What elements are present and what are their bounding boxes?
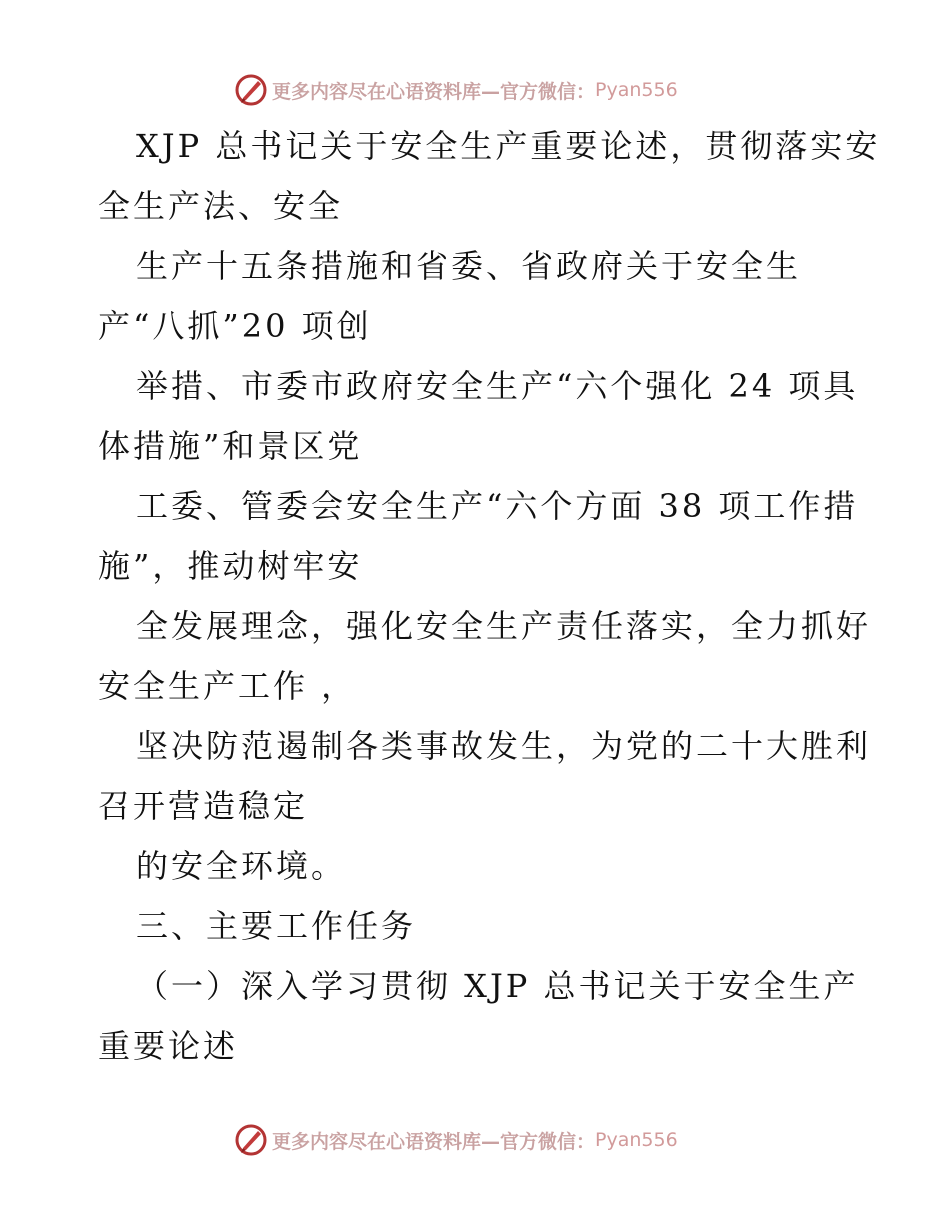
text-line: 重要论述 [98,1027,239,1065]
text-line: 工委、管委会安全生产“六个方面 38 项工作措 [136,487,859,525]
text-line: 全生产法、安全 [98,187,344,225]
text-line: 施”，推动树牢安 [98,547,363,585]
text-line: 坚决防范遏制各类事故发生，为党的二十大胜利 [136,727,872,765]
watermark-contact: Pyan556 [595,1129,678,1151]
watermark-text: 更多内容尽在心语资料库—官方微信： [272,1130,596,1153]
text-line: 全发展理念，强化安全生产责任落实，全力抓好 [136,607,872,645]
footer-watermark [234,1122,678,1158]
text-line: XJP 总书记关于安全生产重要论述，贯彻落实安 [136,127,881,165]
text-line: 举措、市委市政府安全生产“六个强化 24 项具 [136,367,859,405]
text-line: 体措施”和景区党 [98,427,363,465]
text-line: 安全生产工作 ， [98,667,357,705]
text-line: 生产十五条措施和省委、省政府关于安全生 [136,247,802,285]
text-line: 产“八抓”20 项创 [98,307,372,345]
section-heading: 三、主要工作任务 [136,907,417,945]
quill-logo-icon [234,1123,268,1157]
watermark-contact: Pyan556 [595,79,678,101]
text-line: 召开营造稳定 [98,787,309,825]
text-line: 的安全环境。 [136,847,347,885]
watermark-text: 更多内容尽在心语资料库—官方微信： [272,80,596,103]
header-watermark [234,72,678,108]
quill-logo-icon [234,73,268,107]
subsection-heading: （一）深入学习贯彻 XJP 总书记关于安全生产 [136,967,859,1005]
